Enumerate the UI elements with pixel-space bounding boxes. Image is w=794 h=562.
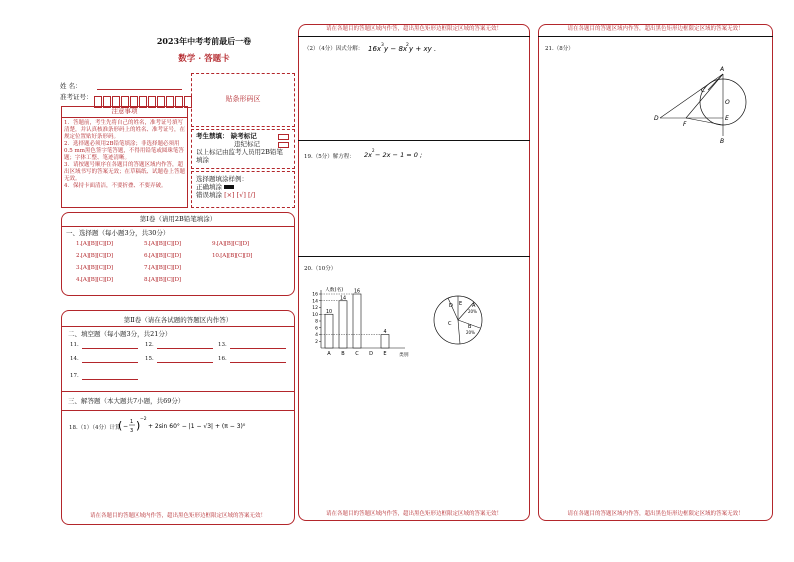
notice-item: 1．答题前，考生先将自己的姓名，准考证号填写清楚，并认真核准条形码上的姓名、准考证号，在规定位置贴好条形码。 [64,120,186,140]
y-tick-label: 10 [312,312,318,318]
fill-number-16: 16. [218,356,227,362]
x-tick-label-C: C [355,351,359,357]
data-label-A: 10 [325,309,333,315]
y-tick-label: 2 [315,339,318,345]
exam-subtitle: 数学 · 答题卡 [178,54,230,64]
svg-text:3: 3 [381,43,384,48]
wrong-fill-marks: [×] [√] [/] [224,191,256,199]
svg-text:1: 1 [130,419,134,425]
notice-item: 2．选择题必须用2B铅笔填涂；非选择题必须用0.5 mm黑色签字笔答题，不得用铅笔或圆珠笔答题；字体工整、笔迹清晰。 [64,141,184,161]
warning-left: 请在各题目的答题区域内作答，超出黑色矩形边框限定区域的答案无效！ [89,513,266,519]
part1-divider [61,226,295,227]
x-tick-label-D: D [369,351,373,357]
data-label-C: 16 [353,289,361,295]
choice-question-10[interactable]: 10.[A][B][C][D] [212,253,253,259]
fill-number-15: 15. [145,356,154,362]
exam-status-box [191,129,295,169]
pie-divider [458,320,460,344]
warning-middle-top: 请在各题目的答题区域内作答，超出黑色矩形边框限定区域的答案无效！ [325,26,502,32]
y-tick-label: 8 [315,319,318,325]
part2-title: 第Ⅱ卷（请在各试题的答题区内作答） [123,316,233,324]
part2-divider [61,326,295,327]
q19-label: 19.（5分）解方程： [304,154,355,160]
name-field[interactable] [97,89,182,90]
choice-section-title: 一、选择题（每小题3分，共30分） [66,229,170,237]
solve-divider-bottom [61,410,295,411]
fill-number-14: 14. [70,356,79,362]
svg-text:2: 2 [406,43,409,48]
x-tick-label-E: E [383,351,387,357]
svg-text:y + xy .: y + xy . [409,45,437,53]
fill-answer-12[interactable] [157,348,213,349]
svg-text:(: ( [118,419,123,432]
bar-C [353,294,361,348]
y-axis-label: 人数(名) [325,288,344,293]
q18-2-expression [368,40,478,54]
fill-answer-16[interactable] [230,362,286,363]
choice-question-2[interactable]: 2.[A][B][C][D] [76,253,113,259]
x-tick-label-B: B [341,351,345,357]
y-tick-label: 6 [315,326,318,332]
choice-question-6[interactable]: 6.[A][B][C][D] [144,253,181,259]
svg-text:2x: 2x [364,151,372,159]
choice-question-1[interactable]: 1.[A][B][C][D] [76,241,113,247]
svg-text:y − 8x: y − 8x [384,45,408,53]
pie-value-a: 20% [468,309,477,314]
warning-middle-bottom: 请在各题目的答题区域内作答，超出黑色矩形边框限定区域的答案无效！ [325,511,502,517]
q20-divider [298,256,530,257]
exam-title: 2023年中考考前最后一卷 [156,36,252,46]
correct-fill-mark [224,185,234,189]
pie-label-c: C [448,321,452,327]
bar-A [325,314,333,348]
absent-label: 缺考标记 [230,132,257,140]
y-tick-label: 16 [312,292,318,298]
q19-equation [364,147,424,161]
warning-right-bottom: 请在各题目的答题区域内作答，超出黑色矩形边框限定区域的答案无效！ [567,511,744,517]
q21-label: 21.（8分） [545,46,574,52]
choice-question-8[interactable]: 8.[A][B][C][D] [144,277,181,283]
right-top-border [538,36,773,37]
point-b-label: B [720,138,725,145]
fill-example-box [191,171,295,208]
fill-answer-11[interactable] [82,348,138,349]
fill-number-11: 11. [70,342,79,348]
bar-E [381,335,389,349]
point-o-label: O [725,99,730,106]
fill-example-title: 选择题填涂样例： [196,175,248,183]
notice-text [62,118,187,192]
fill-answer-15[interactable] [157,362,213,363]
point-a-label: A [720,66,725,73]
wrong-fill-label: 错误填涂 [196,191,222,199]
notice-box [61,106,188,208]
middle-top-border [298,36,530,37]
exam-status-label: 考生禁填： [196,132,229,140]
exam-status-note: 以上标记由监考人员用2B铅笔填涂 [196,148,283,164]
part1-title: 第Ⅰ卷（请用2B铅笔填涂） [139,215,217,223]
y-tick-label: 4 [315,333,318,339]
x-axis-label: 类别 [399,353,409,358]
svg-text:2: 2 [372,148,375,153]
pie-label-a: A [472,303,476,309]
q20-label: 20.（10分） [304,266,337,272]
choice-question-3[interactable]: 3.[A][B][C][D] [76,265,113,271]
y-tick-label: 12 [312,306,318,312]
pie-label-d-top: D [449,303,453,309]
barcode-label: 贴条形码区 [225,95,261,103]
pie-label-b: B [468,324,472,330]
choice-question-5[interactable]: 5.[A][B][C][D] [144,241,181,247]
pie-label-e: E [459,301,463,307]
violation-label: 违纪标记 [234,140,260,148]
data-label-E: 4 [383,330,387,335]
notice-item: 4．保持卡面清洁，不要折叠、不要弄破。 [64,183,167,189]
point-e-label: E [725,115,729,122]
svg-text:− 2x − 1 = 0 ;: − 2x − 1 = 0 ; [375,151,423,159]
warning-right-top: 请在各题目的答题区域内作答，超出黑色矩形边框限定区域的答案无效！ [567,26,744,32]
correct-fill-label: 正确填涂 [196,183,222,191]
pie-divider [448,298,458,320]
q20-pie-chart [430,292,490,352]
q19-divider [298,140,530,141]
q21-geometry-figure [650,62,750,146]
fill-number-12: 12. [145,342,154,348]
notice-item: 3．请按题号顺序在各题目的答题区域内作答，超出区域书写的答案无效；在草稿纸、试题卷上答题无效。 [64,162,186,182]
q18-2-label: （2）（4分）因式分解： [304,46,364,52]
svg-text:): ) [136,419,141,432]
fill-answer-14[interactable] [82,362,138,363]
svg-text:3: 3 [130,428,134,434]
absent-checkbox[interactable] [278,134,289,140]
notice-title: 注意事项 [62,107,187,118]
y-tick-label: 14 [312,299,318,305]
q18-1-expression [118,414,268,438]
point-f-label: F [683,121,687,128]
point-c-label: C [701,87,706,94]
svg-text:−2: −2 [140,417,147,422]
choice-question-7[interactable]: 7.[A][B][C][D] [144,265,181,271]
bar-B [339,301,347,348]
barcode-area [191,73,295,127]
point-d-label: D [654,115,659,122]
exam-number-label: 准考证号： [60,93,93,101]
q20-bar-chart [305,282,445,362]
fill-answer-17[interactable] [82,379,138,380]
solve-section-title: 三、解答题（本大题共7小题，共69分） [68,397,185,405]
fill-number-17: 17. [70,373,79,379]
x-tick-label-A: A [327,351,331,357]
q18-1-label: 18.（1）（4分）计算 [69,425,121,431]
svg-text:+ 2sin 60° − |1 − √3| + (π − 3: + 2sin 60° − |1 − √3| + (π − 3)⁰ [148,423,246,430]
fill-section-title: 二、填空题（每小题3分，共21分） [68,330,172,338]
fill-number-13: 13. [218,342,227,348]
name-label: 姓 名： [60,82,82,90]
svg-text:16x: 16x [368,45,382,53]
data-label-B: 14 [339,296,347,302]
solve-divider-top [61,391,295,392]
fill-answer-13[interactable] [230,348,286,349]
pie-value-b: 20% [466,330,475,335]
violation-checkbox[interactable] [278,142,289,148]
choice-question-9[interactable]: 9.[A][B][C][D] [212,241,249,247]
choice-question-4[interactable]: 4.[A][B][C][D] [76,277,113,283]
svg-text:−: − [123,423,129,430]
